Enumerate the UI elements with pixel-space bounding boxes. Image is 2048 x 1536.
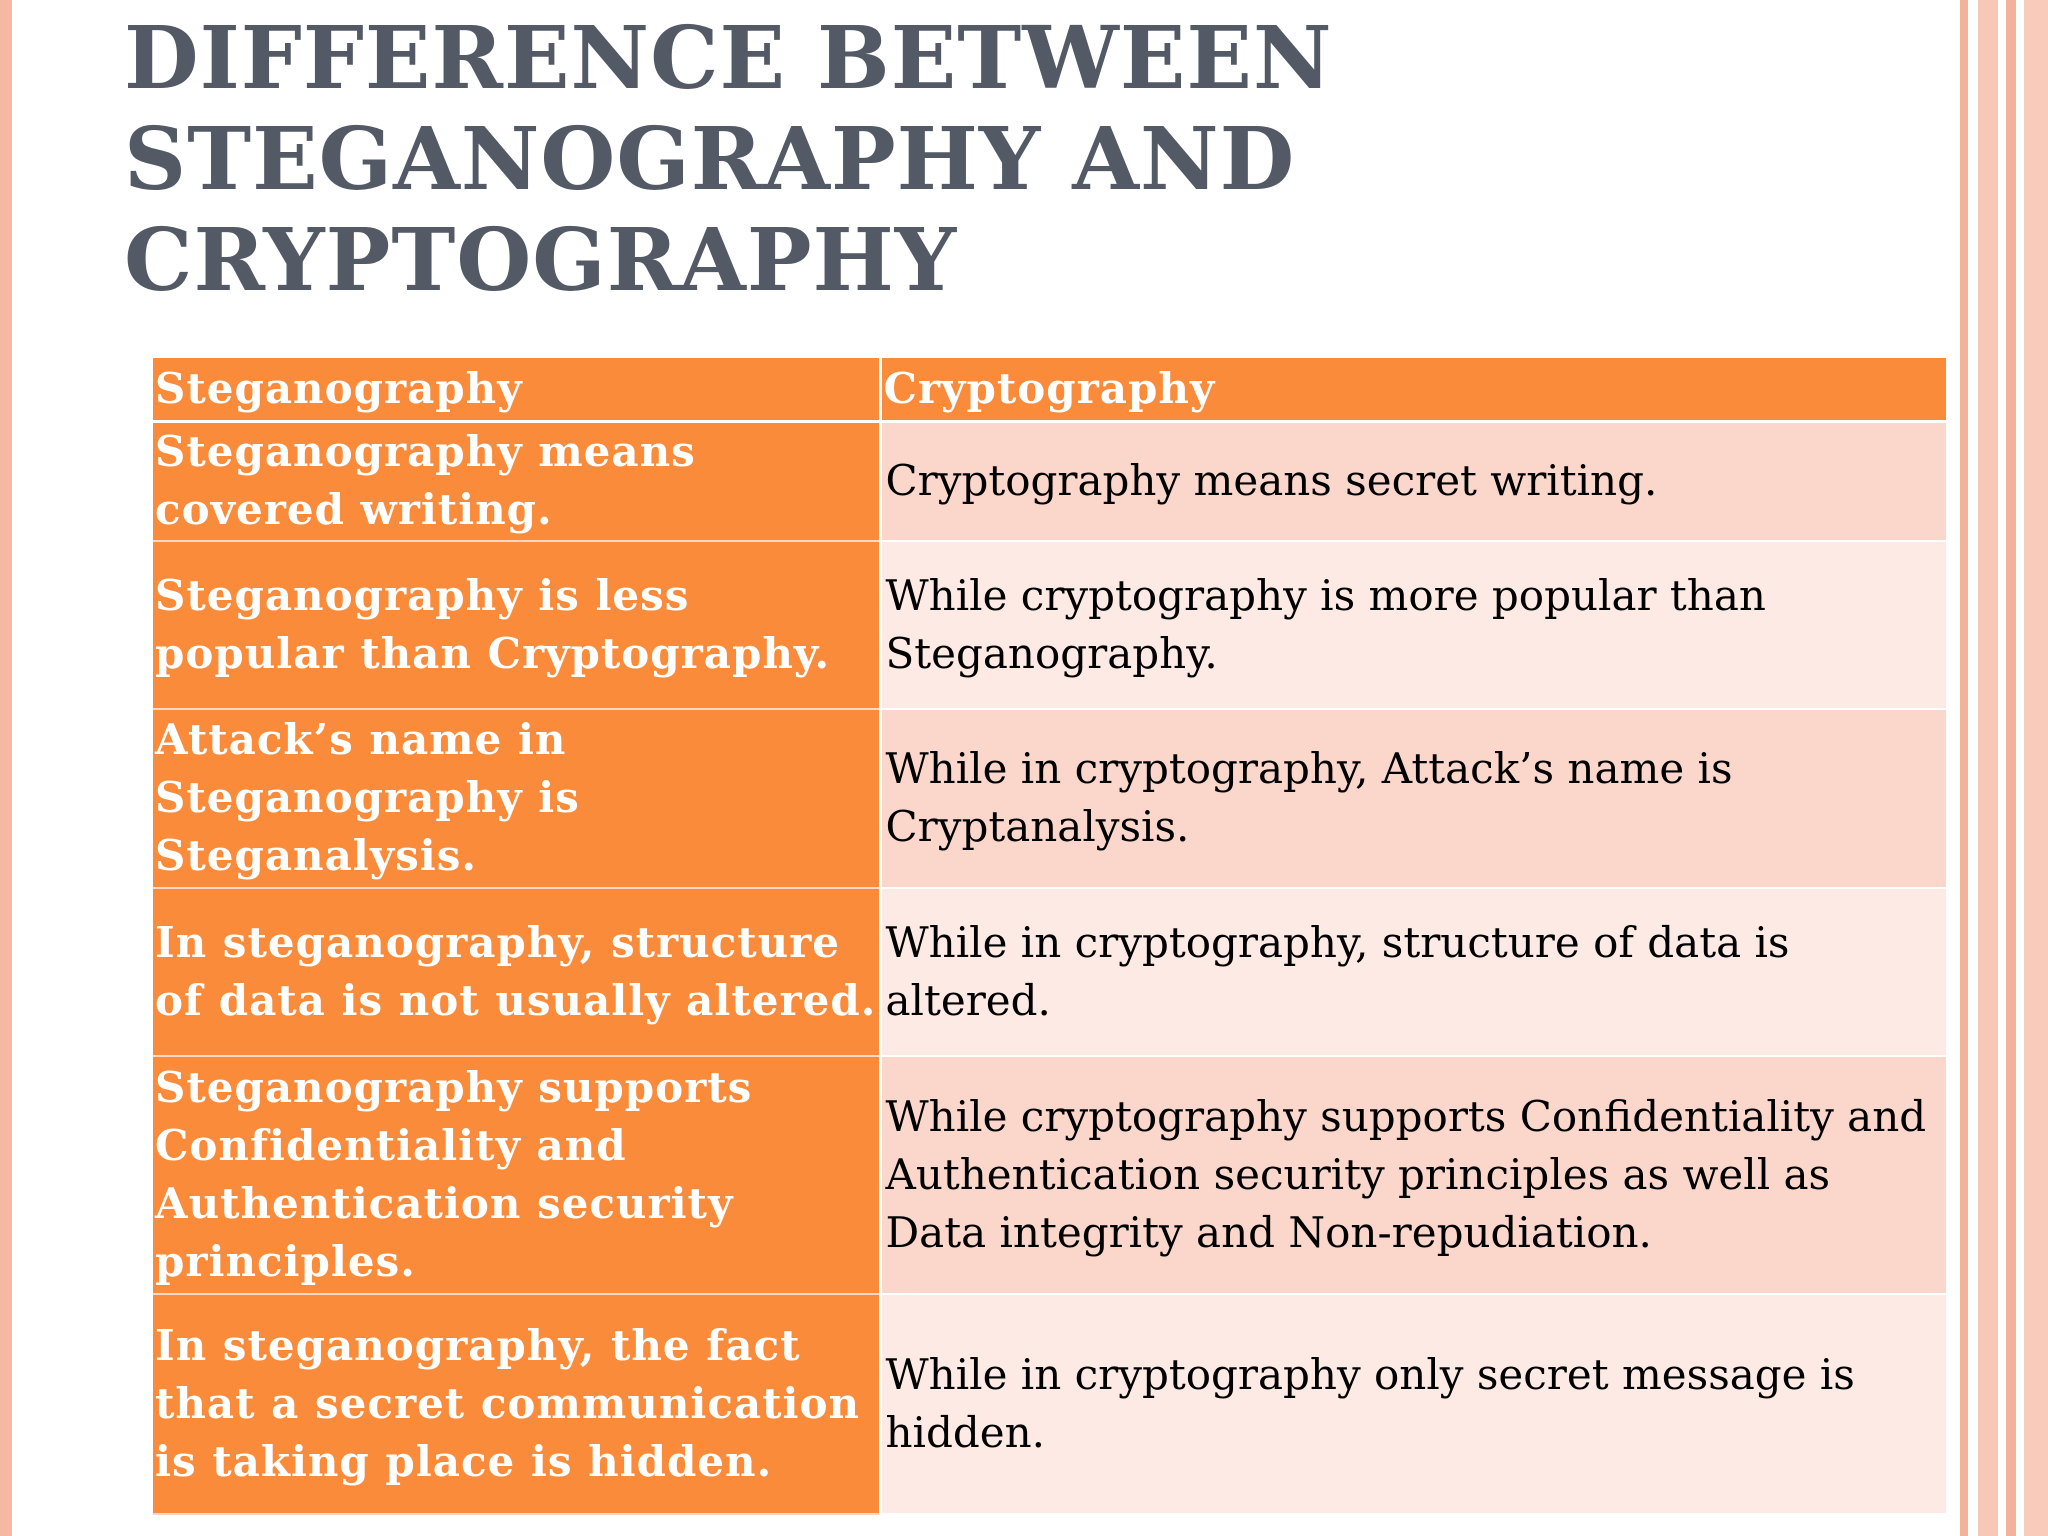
cryptography-cell: Cryptography means secret writing. [880, 422, 1946, 541]
table-row [153, 888, 1946, 1056]
cryptography-cell: While in cryptography, Attack’s name is Cryptanalysis. [880, 709, 1946, 888]
table-row [153, 1294, 1946, 1514]
table-header-row [153, 358, 1946, 422]
slide-title [124, 8, 1724, 311]
comparison-table [153, 358, 1946, 1515]
table-row [153, 709, 1946, 888]
cryptography-cell: While in cryptography only secret message is hidden. [880, 1294, 1946, 1514]
steganography-cell: Steganography means covered writing. [153, 422, 880, 541]
header-cryptography: Cryptography [880, 358, 1946, 422]
header-steganography: Steganography [153, 358, 880, 422]
slide-title-line: DIFFERENCE BETWEEN [124, 8, 1333, 109]
steganography-cell: Attack’s name in Steganography is Steganalysis. [153, 709, 880, 888]
left-decorative-border [0, 0, 12, 1536]
table-row [153, 1056, 1946, 1294]
slide-title-line: STEGANOGRAPHY AND [124, 109, 1296, 210]
steganography-cell: In steganography, structure of data is not usually altered. [153, 888, 880, 1056]
right-decorative-border [1960, 0, 2048, 1536]
table-row [153, 422, 1946, 541]
cryptography-cell: While cryptography is more popular than Steganography. [880, 541, 1946, 709]
table-row [153, 541, 1946, 709]
slide-title-line: CRYPTOGRAPHY [124, 210, 958, 311]
cryptography-cell: While in cryptography, structure of data is altered. [880, 888, 1946, 1056]
steganography-cell: Steganography supports Confidentiality and Authentication security principles. [153, 1056, 880, 1294]
cryptography-cell: While cryptography supports Confidentiality and Authentication security principles as well as Data integrity and Non-repudiation. [880, 1056, 1946, 1294]
steganography-cell: In steganography, the fact that a secret communication is taking place is hidden. [153, 1294, 880, 1514]
steganography-cell: Steganography is less popular than Cryptography. [153, 541, 880, 709]
